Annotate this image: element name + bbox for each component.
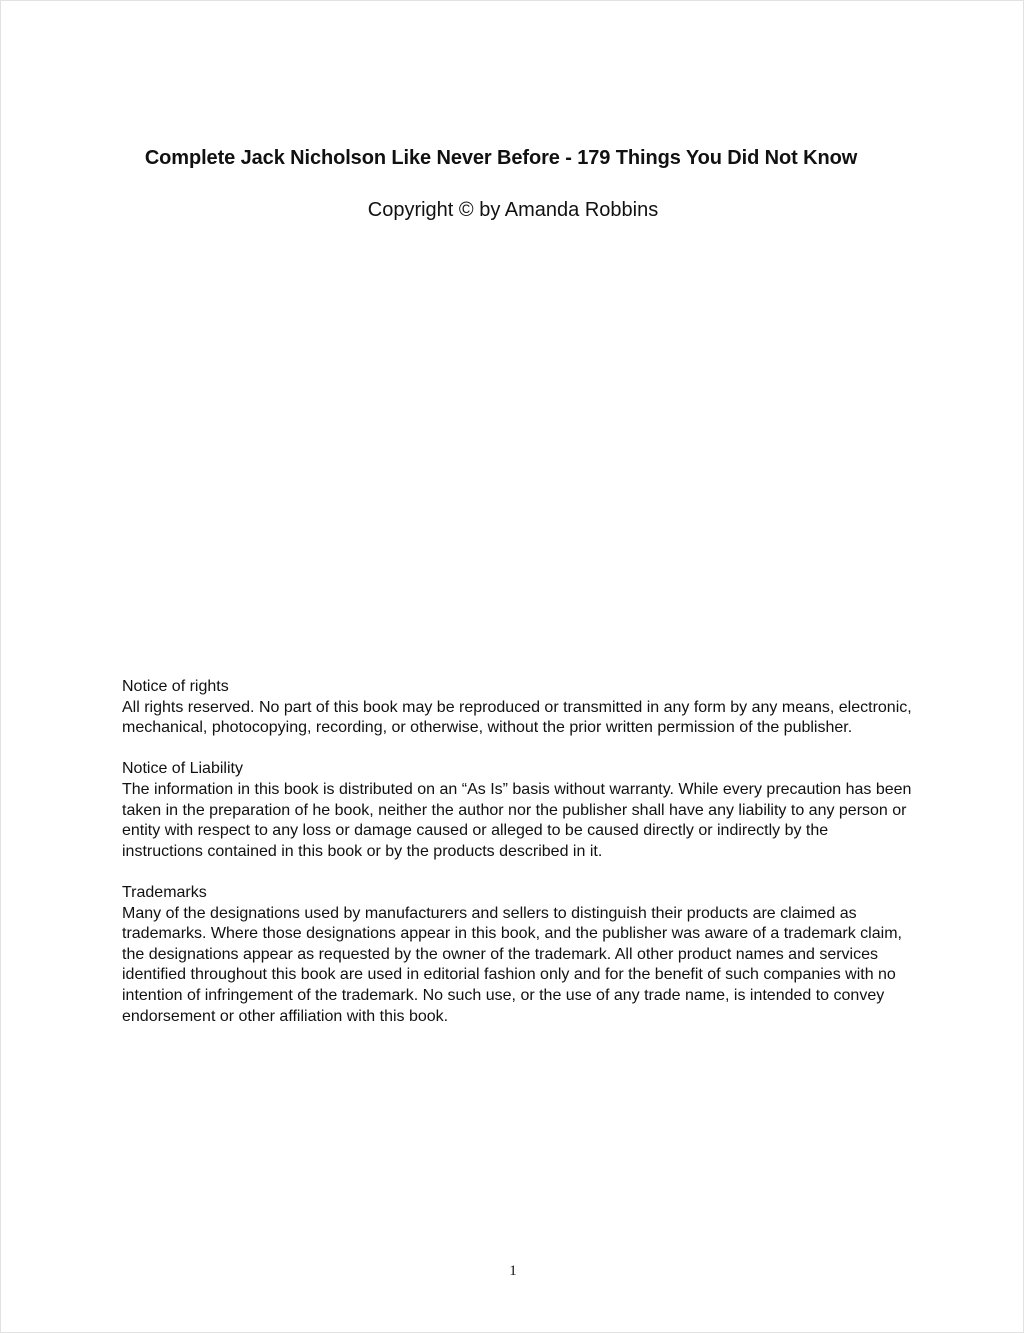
legal-notices	[122, 677, 912, 1048]
trademarks-section	[122, 883, 912, 1027]
section-heading: Notice of Liability	[122, 760, 243, 778]
section-body: The information in this book is distributed on an “As Is” basis without warranty. While every precaution has been taken in the preparation of he book, neither the author nor the publisher shall have any liability to any person or entity with respect to any loss or damage caused or alleged to be caused directly or indirectly by the instructions contained in this book or by the products described in it.	[122, 780, 912, 860]
page-number: 1	[509, 1263, 517, 1279]
notice-of-liability-section	[122, 759, 912, 862]
section-heading: Trademarks	[122, 883, 207, 901]
book-title: Complete Jack Nicholson Like Never Before - 179 Things You Did Not Know	[144, 147, 858, 169]
section-heading: Notice of rights	[122, 678, 229, 695]
section-body: Many of the designations used by manufacturers and sellers to distinguish their products are claimed as trademarks. Where those designations appear in this book, and the publisher was aware of a trademark claim, the designations appear as requested by the owner of the trademark. All other product names and services identified throughout this book are used in editorial fashion only and for the benefit of such companies with no intention of infringement of the trademark. No such use, or the use of any trade name, is intended to convey endorsement or other affiliation with this book.	[122, 904, 902, 1025]
copyright-line: Copyright © by Amanda Robbins	[367, 199, 659, 221]
section-body: All rights reserved. No part of this book may be reproduced or transmitted in any form by any means, electronic, mechanical, photocopying, recording, or otherwise, without the prior written permission of the publisher.	[122, 698, 912, 737]
notice-of-rights-section	[122, 677, 912, 739]
